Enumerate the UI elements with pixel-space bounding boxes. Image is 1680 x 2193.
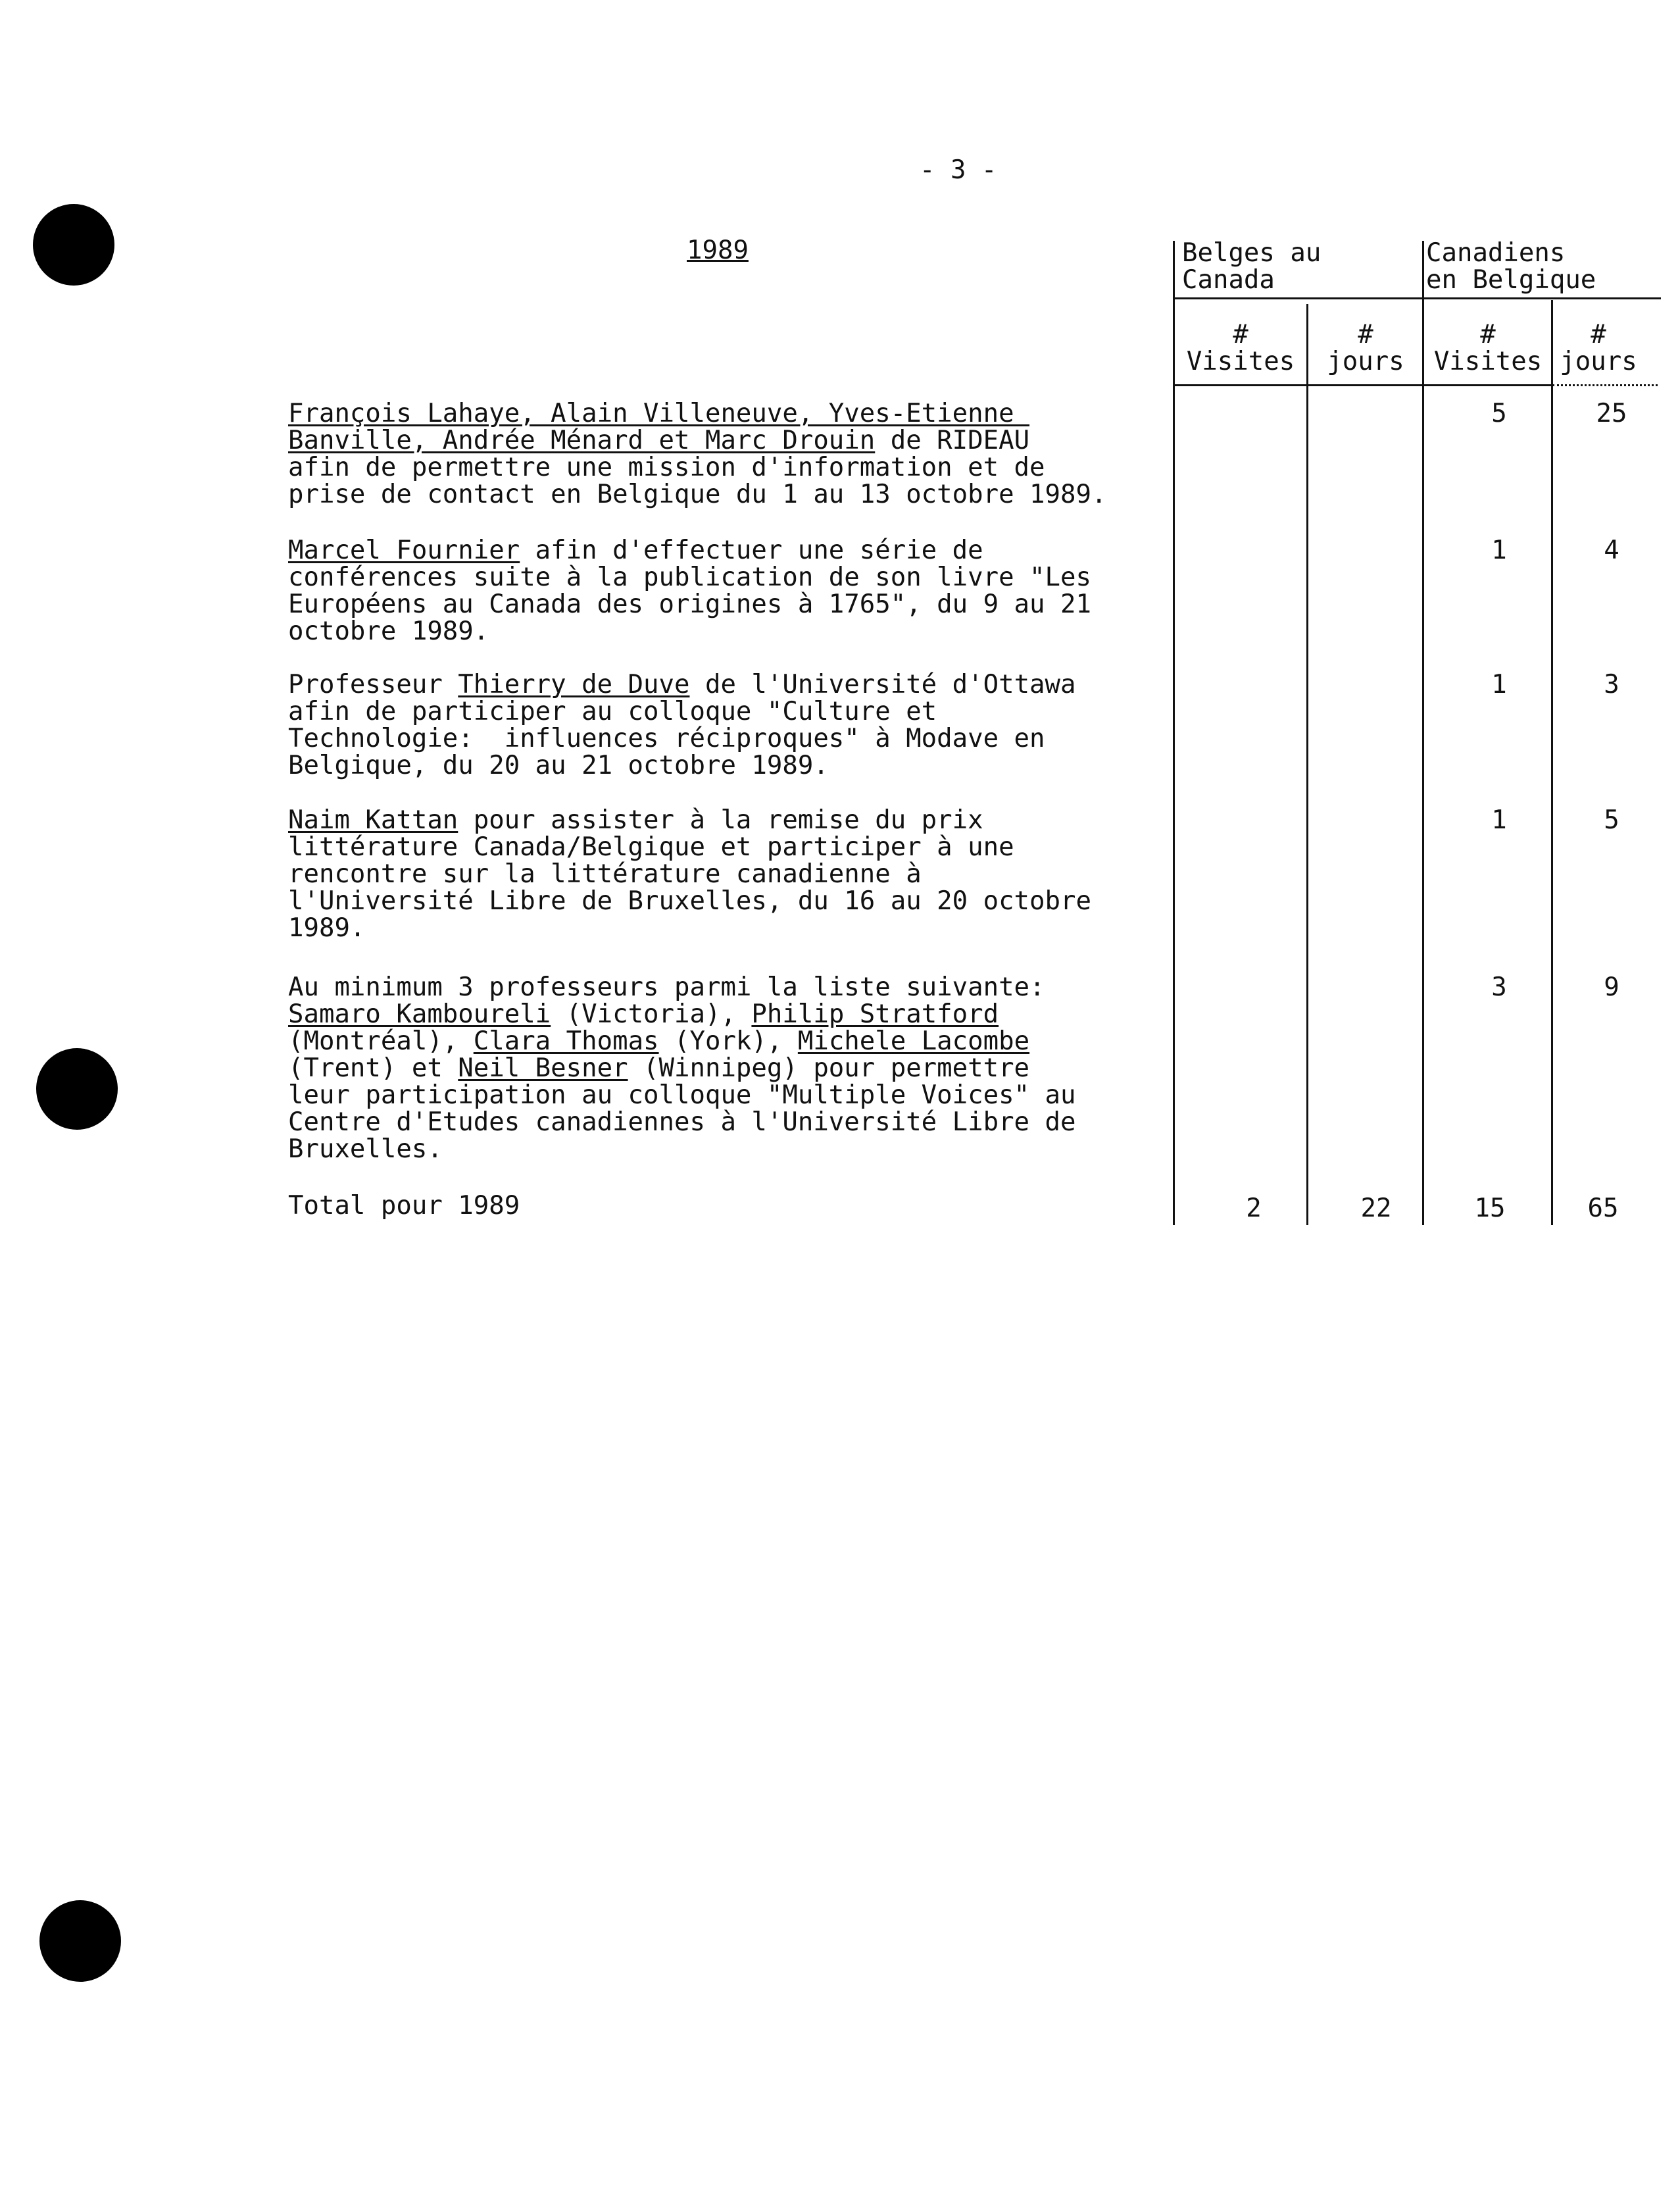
entry-line <box>288 834 1143 861</box>
entry-line <box>288 427 1143 454</box>
entry-text: (Montréal), <box>288 1026 474 1056</box>
entry-text: 1989. <box>288 913 366 943</box>
entry-1 <box>288 400 1143 508</box>
table-left-border <box>1173 241 1175 1225</box>
entry-text: Centre d'Etudes canadiennes à l'Université Libre de <box>288 1107 1076 1137</box>
entry-line <box>288 1028 1143 1055</box>
binder-hole-middle <box>36 1048 118 1130</box>
entry-4-canadiens-jours: 5 <box>1604 805 1619 835</box>
entry-line <box>288 974 1143 1001</box>
header-rule-dotted <box>1552 384 1658 386</box>
entry-line <box>288 564 1143 591</box>
entry-2 <box>288 537 1143 645</box>
entry-line <box>288 725 1143 752</box>
entry-text: Européens au Canada des origines à 1765", du 9 au 21 <box>288 590 1091 619</box>
entry-text: Belgique, du 20 au 21 octobre 1989. <box>288 751 829 780</box>
divider-groups <box>1422 241 1424 1225</box>
entry-line <box>288 1136 1143 1163</box>
entry-line <box>288 671 1143 698</box>
entry-5 <box>288 974 1143 1163</box>
binder-hole-top <box>33 204 114 286</box>
entry-text: leur participation au colloque "Multiple Voices" au <box>288 1080 1076 1110</box>
entry-line <box>288 1082 1143 1109</box>
entry-text: afin d'effectuer une série de <box>520 536 983 565</box>
underlined-name: Banville, Andrée Ménard et Marc Drouin <box>288 426 876 455</box>
entry-text: littérature Canada/Belgique et participer à une <box>288 832 1014 862</box>
total-label: Total pour 1989 <box>288 1191 520 1221</box>
entry-text: afin de permettre une mission d'information et de <box>288 453 1045 482</box>
page-number: - 3 - <box>920 155 997 185</box>
entry-text: (Trent) et <box>288 1053 458 1083</box>
entry-line <box>288 915 1143 942</box>
underlined-name: Clara Thomas <box>473 1026 659 1056</box>
entry-5-canadiens-jours: 9 <box>1604 972 1619 1002</box>
total-belges-jours: 22 <box>1360 1194 1392 1223</box>
year-title: 1989 <box>687 236 749 265</box>
total-belges-visites: 2 <box>1246 1194 1262 1223</box>
entry-text: (Winnipeg) pour permettre <box>628 1053 1030 1083</box>
entry-text: (Victoria), <box>551 999 752 1029</box>
entry-line <box>288 861 1143 888</box>
entry-5-canadiens-visites: 3 <box>1491 972 1507 1002</box>
entry-text: octobre 1989. <box>288 617 489 646</box>
entry-2-canadiens-jours: 4 <box>1604 536 1619 565</box>
entry-text: rencontre sur la littérature canadienne à <box>288 859 922 889</box>
entry-line <box>288 1109 1143 1136</box>
group-header-canadiens: Canadiens en Belgique <box>1426 238 1596 295</box>
underlined-name: Philip Stratford <box>751 999 999 1029</box>
entry-line <box>288 537 1143 564</box>
header-rule-bottom <box>1173 384 1552 386</box>
entry-text: de l'Université d'Ottawa <box>689 670 1076 699</box>
entry-3-canadiens-visites: 1 <box>1491 670 1507 699</box>
underlined-name: Michele Lacombe <box>797 1026 1030 1056</box>
entry-line <box>288 698 1143 725</box>
entry-text: Bruxelles. <box>288 1134 443 1164</box>
underlined-name: Thierry de Duve <box>458 670 690 699</box>
entry-text: afin de participer au colloque "Culture et <box>288 697 937 726</box>
divider-belges-jours <box>1306 304 1308 1225</box>
group-header-belges: Belges au Canada <box>1182 238 1322 295</box>
entry-line <box>288 618 1143 645</box>
binder-hole-bottom <box>39 1900 121 1982</box>
underlined-name: Neil Besner <box>458 1053 628 1083</box>
entry-line <box>288 1001 1143 1028</box>
entry-line <box>288 888 1143 915</box>
entry-line <box>288 752 1143 779</box>
entry-line <box>288 454 1143 481</box>
col-header-belges-visites: # Visites <box>1186 320 1295 376</box>
entry-4 <box>288 807 1143 942</box>
entry-3-canadiens-jours: 3 <box>1604 670 1619 699</box>
entry-line <box>288 591 1143 618</box>
underlined-name: Samaro Kamboureli <box>288 999 551 1029</box>
entry-text: conférences suite à la publication de son livre "Les <box>288 563 1091 592</box>
total-canadiens-jours: 65 <box>1587 1194 1619 1223</box>
entry-line <box>288 481 1143 508</box>
total-canadiens-visites: 15 <box>1474 1194 1506 1223</box>
underlined-name: François Lahaye, Alain Villeneuve, Yves-Etienne <box>288 399 1030 428</box>
entry-1-canadiens-visites: 5 <box>1491 399 1507 428</box>
entry-text: Professeur <box>288 670 458 699</box>
col-header-canadiens-visites: # Visites <box>1433 320 1543 376</box>
underlined-name: Naim Kattan <box>288 805 458 835</box>
entry-line <box>288 807 1143 834</box>
entry-text: pour assister à la remise du prix <box>458 805 983 835</box>
col-header-belges-jours: # jours <box>1327 320 1404 376</box>
entry-text: Technologie: influences réciproques" à Modave en <box>288 724 1045 753</box>
entry-4-canadiens-visites: 1 <box>1491 805 1507 835</box>
entry-1-canadiens-jours: 25 <box>1596 399 1627 428</box>
col-header-canadiens-jours: # jours <box>1560 320 1637 376</box>
entry-text: (York), <box>658 1026 798 1056</box>
underlined-name: Marcel Fournier <box>288 536 520 565</box>
entry-3 <box>288 671 1143 779</box>
entry-line <box>288 400 1143 427</box>
entry-2-canadiens-visites: 1 <box>1491 536 1507 565</box>
entry-text: Au minimum 3 professeurs parmi la liste suivante: <box>288 972 1045 1002</box>
entry-text: prise de contact en Belgique du 1 au 13 octobre 1989. <box>288 480 1107 509</box>
entry-text: de RIDEAU <box>875 426 1030 455</box>
divider-canadiens-jours <box>1551 300 1553 1225</box>
header-rule-top <box>1173 297 1661 299</box>
entry-line <box>288 1055 1143 1082</box>
entry-text: l'Université Libre de Bruxelles, du 16 au 20 octobre <box>288 886 1091 916</box>
